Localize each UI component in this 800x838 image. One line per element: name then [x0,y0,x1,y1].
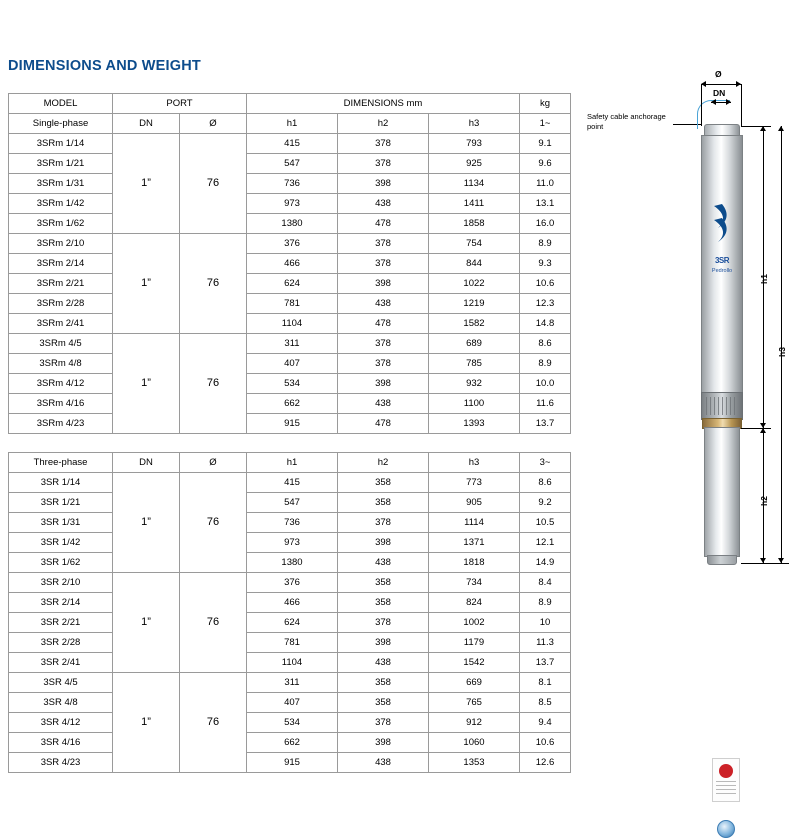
diameter-dim-line [701,84,741,85]
cell-h3: 1060 [429,733,520,753]
dn-arrow-left [711,99,716,105]
header-kg: kg [520,94,571,114]
cell-weight: 12.6 [520,753,571,773]
cell-h3: 1179 [429,633,520,653]
table-row [9,613,571,633]
table-row [9,733,571,753]
diameter-ext-left [701,84,702,126]
h3-ext-bottom [741,563,789,564]
table-row [9,334,571,354]
cell-h1: 781 [247,294,338,314]
cell-h2: 438 [338,394,429,414]
motor-label [712,758,740,802]
cell-h2: 438 [338,294,429,314]
cell-h1: 547 [247,493,338,513]
cell-outer-diameter: 76 [180,334,247,434]
cell-h1: 415 [247,134,338,154]
cell-weight: 8.1 [520,673,571,693]
motor-foot [707,555,737,565]
cell-h1: 736 [247,174,338,194]
cell-h1: 376 [247,573,338,593]
header-phase: 1~ [520,114,571,134]
h1-ext-bottom [741,428,771,429]
cell-h1: 973 [247,533,338,553]
cell-model: 3SRm 4/16 [9,394,113,414]
cell-h2: 378 [338,513,429,533]
cell-h1: 311 [247,673,338,693]
cell-h2: 438 [338,653,429,673]
single-phase-body [9,134,571,434]
cell-weight: 10.0 [520,374,571,394]
cell-model: 3SR 4/8 [9,693,113,713]
cell-h1: 311 [247,334,338,354]
cell-h2: 358 [338,693,429,713]
cell-h3: 1542 [429,653,520,673]
single-phase-table [8,93,571,434]
pump-drawing [585,62,795,582]
cell-h3: 773 [429,473,520,493]
cell-h2: 398 [338,533,429,553]
brand-logo: 3SR [714,256,730,265]
cell-weight: 16.0 [520,214,571,234]
cell-model: 3SRm 2/41 [9,314,113,334]
cell-h2: 358 [338,573,429,593]
cell-h2: 378 [338,154,429,174]
cell-weight: 8.4 [520,573,571,593]
h3-dim-line [781,126,782,563]
brand-sub-logo: Pedrollo [711,268,733,274]
cell-outer-diameter: 76 [180,573,247,673]
cell-model: 3SRm 2/21 [9,274,113,294]
table-row [9,274,571,294]
cell-h3: 1858 [429,214,520,234]
cell-weight: 14.9 [520,553,571,573]
cell-h2: 358 [338,593,429,613]
cell-model: 3SRm 1/14 [9,134,113,154]
cell-h3: 912 [429,713,520,733]
table-row [9,473,571,493]
table-row [9,713,571,733]
header-h3: h3 [429,453,520,473]
cell-h3: 932 [429,374,520,394]
pump-suction-screen [701,392,743,420]
cell-h3: 905 [429,493,520,513]
table-row [9,234,571,254]
cell-h2: 438 [338,553,429,573]
cell-model: 3SRm 1/31 [9,174,113,194]
cell-weight: 10.6 [520,274,571,294]
header-h1: h1 [247,453,338,473]
cell-h1: 415 [247,473,338,493]
h3-arrow-top [778,126,784,131]
cell-h1: 466 [247,593,338,613]
cell-weight: 14.8 [520,314,571,334]
dn-label: DN [713,88,726,98]
table-header-row [9,94,571,114]
cell-h3: 925 [429,154,520,174]
cell-h2: 478 [338,214,429,234]
cell-model: 3SR 4/16 [9,733,113,753]
cell-h3: 754 [429,234,520,254]
cell-weight: 8.6 [520,334,571,354]
table-row [9,294,571,314]
cell-h1: 534 [247,374,338,394]
cell-h3: 689 [429,334,520,354]
cell-outer-diameter: 76 [180,473,247,573]
cell-h3: 669 [429,673,520,693]
motor-seal-icon [717,820,735,838]
cell-model: 3SRm 2/28 [9,294,113,314]
label-text-lines [716,781,736,797]
pump-stainless-body [701,135,743,395]
cell-model: 3SR 4/12 [9,713,113,733]
h2-arrow-bottom [760,558,766,563]
table-row [9,214,571,234]
cell-h2: 478 [338,314,429,334]
table-row [9,493,571,513]
cell-h2: 358 [338,673,429,693]
cell-h1: 915 [247,414,338,434]
table-row [9,154,571,174]
cell-weight: 9.3 [520,254,571,274]
cell-h2: 378 [338,713,429,733]
header-port: PORT [113,94,247,114]
cell-model: 3SR 1/62 [9,553,113,573]
cell-model: 3SR 2/14 [9,593,113,613]
cell-weight: 13.1 [520,194,571,214]
cell-h2: 438 [338,753,429,773]
cell-h1: 1380 [247,553,338,573]
cell-model: 3SRm 2/14 [9,254,113,274]
table-row [9,573,571,593]
cell-h3: 1219 [429,294,520,314]
cell-h1: 624 [247,274,338,294]
cell-h2: 378 [338,334,429,354]
cell-h1: 1104 [247,314,338,334]
cell-h3: 1100 [429,394,520,414]
cell-weight: 11.6 [520,394,571,414]
header-dn: DN [113,114,180,134]
cell-model: 3SR 2/28 [9,633,113,653]
cell-weight: 9.4 [520,713,571,733]
table-row [9,533,571,553]
cell-weight: 13.7 [520,414,571,434]
cell-model: 3SRm 4/8 [9,354,113,374]
cell-model: 3SR 1/31 [9,513,113,533]
header-dimensions: DIMENSIONS mm [247,94,520,114]
cell-h2: 398 [338,374,429,394]
cell-h1: 547 [247,154,338,174]
table-row [9,394,571,414]
diameter-label: Ø [715,69,722,79]
cell-weight: 8.5 [520,693,571,713]
cell-model: 3SR 1/14 [9,473,113,493]
header-outer-diameter: Ø [180,453,247,473]
cell-outer-diameter: 76 [180,673,247,773]
cell-h3: 1353 [429,753,520,773]
cell-weight: 11.0 [520,174,571,194]
cell-model: 3SRm 4/5 [9,334,113,354]
tables-container [8,93,570,773]
cell-model: 3SR 2/21 [9,613,113,633]
motor-housing [704,427,740,557]
cell-model: 3SRm 4/12 [9,374,113,394]
cell-weight: 10.6 [520,733,571,753]
cell-model: 3SR 4/5 [9,673,113,693]
cell-h1: 466 [247,254,338,274]
cell-model: 3SRm 1/21 [9,154,113,174]
table-row [9,693,571,713]
table-subheader-row [9,114,571,134]
cell-h1: 1104 [247,653,338,673]
wave-logo-icon [711,198,733,250]
cell-outer-diameter: 76 [180,234,247,334]
cell-h2: 398 [338,733,429,753]
cell-h2: 398 [338,274,429,294]
cell-h3: 1411 [429,194,520,214]
table-row [9,633,571,653]
cell-weight: 9.6 [520,154,571,174]
cell-h1: 376 [247,234,338,254]
header-dn: DN [113,453,180,473]
page-title: DIMENSIONS AND WEIGHT [8,58,201,74]
table-row [9,593,571,613]
table-row [9,553,571,573]
header-outer-diameter: Ø [180,114,247,134]
cell-h2: 438 [338,194,429,214]
cell-h3: 734 [429,573,520,593]
cell-h1: 407 [247,693,338,713]
cell-h1: 407 [247,354,338,374]
header-phase: 3~ [520,453,571,473]
table-header-row [9,453,571,473]
cell-model: 3SRm 2/10 [9,234,113,254]
h2-label: h2 [759,496,769,506]
cell-h1: 973 [247,194,338,214]
table-row [9,753,571,773]
cell-h3: 1393 [429,414,520,434]
cell-h3: 785 [429,354,520,374]
pump-assembly [701,124,741,564]
cell-h2: 358 [338,473,429,493]
cell-weight: 9.2 [520,493,571,513]
cell-model: 3SR 1/42 [9,533,113,553]
cell-dn: 1” [113,673,180,773]
cell-weight: 10 [520,613,571,633]
cell-h3: 793 [429,134,520,154]
cell-h2: 378 [338,134,429,154]
cell-h2: 478 [338,414,429,434]
red-dot-icon [719,764,733,778]
cell-model: 3SRm 1/62 [9,214,113,234]
cell-h2: 378 [338,354,429,374]
h1-label: h1 [759,274,769,284]
header-h1: h1 [247,114,338,134]
cell-h2: 378 [338,234,429,254]
cell-h2: 378 [338,254,429,274]
cell-h3: 1134 [429,174,520,194]
header-model: MODEL [9,94,113,114]
header-three-phase: Three-phase [9,453,113,473]
cell-model: 3SRm 4/23 [9,414,113,434]
header-h2: h2 [338,453,429,473]
cell-h1: 1380 [247,214,338,234]
table-row [9,174,571,194]
cell-weight: 8.9 [520,234,571,254]
safety-cable-note: Safety cable anchorage point [587,112,666,131]
table-row [9,653,571,673]
cell-model: 3SRm 1/42 [9,194,113,214]
cell-h2: 398 [338,174,429,194]
cell-model: 3SR 2/10 [9,573,113,593]
cell-weight: 12.1 [520,533,571,553]
table-row [9,673,571,693]
cell-h1: 624 [247,613,338,633]
cell-h3: 1002 [429,613,520,633]
dn-arrow-right [726,99,731,105]
table-row [9,354,571,374]
cell-weight: 10.5 [520,513,571,533]
cell-h1: 736 [247,513,338,533]
cell-h1: 781 [247,633,338,653]
cell-dn: 1” [113,334,180,434]
cell-dn: 1” [113,573,180,673]
h2-arrow-top [760,428,766,433]
table-row [9,314,571,334]
cell-h3: 1582 [429,314,520,334]
table-row [9,134,571,154]
cell-dn: 1” [113,134,180,234]
cell-h1: 662 [247,394,338,414]
header-h2: h2 [338,114,429,134]
cell-outer-diameter: 76 [180,134,247,234]
h1-ext-top [741,126,771,127]
cell-h1: 534 [247,713,338,733]
cell-dn: 1” [113,234,180,334]
cell-h3: 1371 [429,533,520,553]
table-row [9,194,571,214]
cell-h2: 398 [338,633,429,653]
cell-h1: 915 [247,753,338,773]
cell-h3: 844 [429,254,520,274]
table-spacer [8,434,570,452]
h3-label: h3 [777,347,787,357]
cell-weight: 8.9 [520,593,571,613]
cell-weight: 8.9 [520,354,571,374]
cell-weight: 12.3 [520,294,571,314]
table-row [9,513,571,533]
header-h3: h3 [429,114,520,134]
cell-dn: 1” [113,473,180,573]
cell-h3: 1114 [429,513,520,533]
cell-h2: 358 [338,493,429,513]
cell-model: 3SR 2/41 [9,653,113,673]
cell-weight: 8.6 [520,473,571,493]
table-row [9,414,571,434]
cell-h1: 662 [247,733,338,753]
cell-h3: 1818 [429,553,520,573]
three-phase-table [8,452,571,773]
table-row [9,254,571,274]
cell-model: 3SR 1/21 [9,493,113,513]
cell-model: 3SR 4/23 [9,753,113,773]
diameter-ext-right [741,84,742,126]
cell-h2: 378 [338,613,429,633]
three-phase-body [9,473,571,773]
cell-weight: 9.1 [520,134,571,154]
table-row [9,374,571,394]
cell-h3: 1022 [429,274,520,294]
cell-h3: 765 [429,693,520,713]
cell-h3: 824 [429,593,520,613]
cell-weight: 11.3 [520,633,571,653]
cell-weight: 13.7 [520,653,571,673]
header-single-phase: Single-phase [9,114,113,134]
